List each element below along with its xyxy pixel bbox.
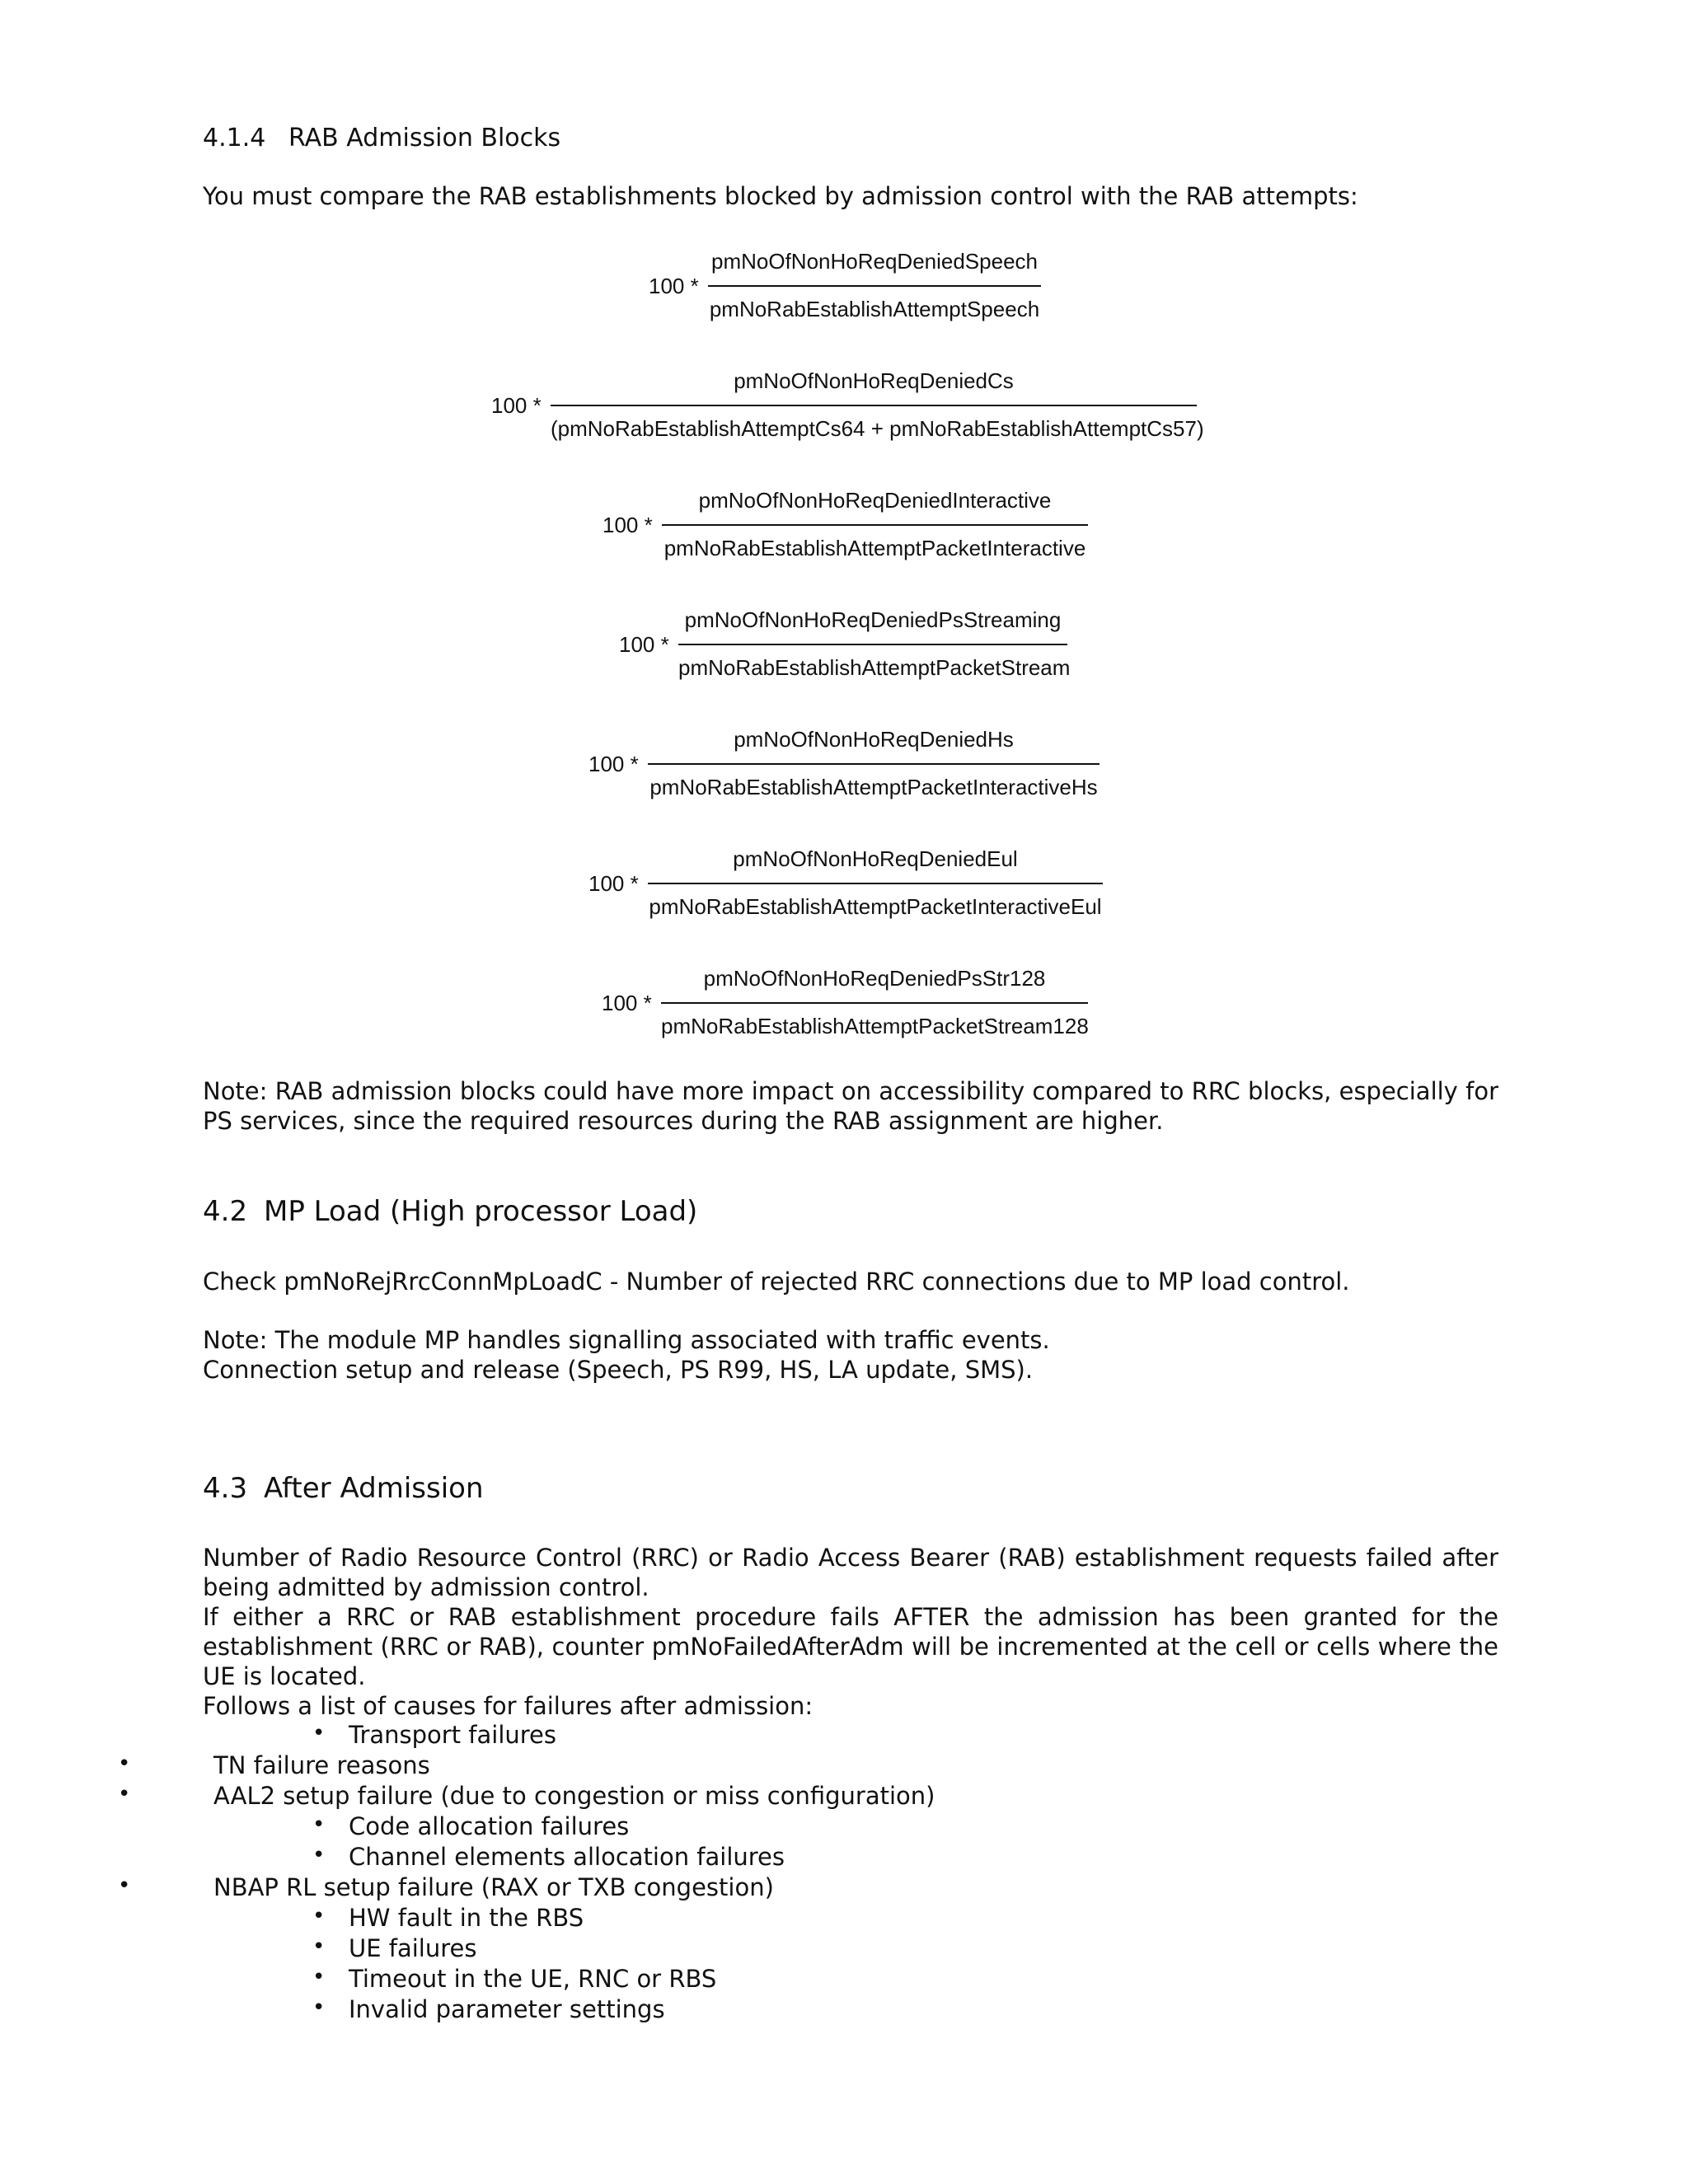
section-number: 4.2 — [203, 1195, 248, 1228]
denominator: pmNoRabEstablishAttemptPacketStream — [678, 655, 1071, 680]
list-item-text: Invalid parameter settings — [349, 1995, 665, 2023]
section-number: 4.1.4 — [203, 124, 266, 152]
list-item — [312, 1843, 785, 1871]
numerator: pmNoOfNonHoReqDeniedHs — [734, 727, 1014, 752]
fraction-bar — [648, 883, 1103, 884]
numerator: pmNoOfNonHoReqDeniedInteractive — [698, 488, 1052, 513]
list-item-text: AAL2 setup failure (due to congestion or miss configuration) — [213, 1782, 935, 1810]
fraction-bar — [648, 763, 1100, 765]
bullet-icon: • — [312, 1934, 326, 1959]
formula-lead: 100 * — [588, 871, 639, 896]
list-item — [312, 1812, 630, 1840]
list-item-text: UE failures — [349, 1934, 477, 1962]
numerator: pmNoOfNonHoReqDeniedSpeech — [710, 249, 1038, 274]
bullet-icon: • — [118, 1751, 131, 1776]
denominator: (pmNoRabEstablishAttemptCs64 + pmNoRabEstablishAttemptCs57) — [551, 416, 1204, 441]
formula-lead: 100 * — [602, 991, 652, 1015]
note-mp-line2: Connection setup and release (Speech, PS R99, HS, LA update, SMS). — [203, 1356, 1034, 1384]
bullet-icon: • — [312, 1812, 326, 1837]
fraction-bar — [708, 285, 1041, 287]
denominator: pmNoRabEstablishAttemptPacketStream128 — [661, 1014, 1089, 1038]
formula-cs — [491, 368, 1204, 443]
formula-hs — [588, 727, 1100, 801]
fraction-bar — [661, 1002, 1088, 1004]
formula-eul — [588, 846, 1103, 921]
numerator: pmNoOfNonHoReqDeniedEul — [733, 846, 1018, 871]
list-item — [312, 1965, 717, 1993]
note-mp-line1: Note: The module MP handles signalling associated with traffic events. — [203, 1326, 1050, 1354]
denominator: pmNoRabEstablishAttemptPacketInteractiveEul — [649, 894, 1102, 919]
formula-interactive — [603, 488, 1088, 562]
bullet-icon: • — [312, 1995, 326, 2020]
denominator: pmNoRabEstablishAttemptSpeech — [709, 297, 1040, 321]
denominator: pmNoRabEstablishAttemptPacketInteractive — [663, 536, 1086, 560]
list-item-text: TN failure reasons — [213, 1751, 430, 1779]
list-item — [118, 1751, 430, 1779]
section-heading-4-1-4 — [203, 124, 560, 152]
section-heading-4-2 — [203, 1195, 697, 1228]
fraction-bar — [662, 524, 1088, 526]
list-item — [312, 1904, 584, 1932]
section-title: RAB Admission Blocks — [288, 124, 561, 152]
denominator: pmNoRabEstablishAttemptPacketInteractiveHs — [649, 775, 1098, 799]
section-title: MP Load (High processor Load) — [264, 1195, 698, 1228]
list-item-text: Timeout in the UE, RNC or RBS — [349, 1965, 717, 1993]
bullet-icon: • — [118, 1873, 131, 1898]
formula-speech — [649, 249, 1041, 323]
causes-intro: Follows a list of causes for failures after admission: — [203, 1692, 814, 1720]
list-item-text: Transport failures — [349, 1721, 557, 1749]
bullet-icon: • — [312, 1721, 326, 1746]
section-heading-4-3 — [203, 1472, 484, 1505]
after-admission-paragraph-2: If either a RRC or RAB establishment procedure fails AFTER the admission has been granted for the establishment (RRC or RAB), counter pmNoFailedAfterAdm will be incremented at the cell or cells where the UE is located. — [203, 1603, 1498, 1690]
section-number: 4.3 — [203, 1472, 248, 1505]
formula-lead: 100 * — [603, 513, 653, 537]
numerator: pmNoOfNonHoReqDeniedPsStr128 — [703, 966, 1046, 991]
intro-paragraph: You must compare the RAB establishments blocked by admission control with the RAB attempts: — [203, 182, 1358, 210]
check-paragraph: Check pmNoRejRrcConnMpLoadC - Number of rejected RRC connections due to MP load control. — [203, 1268, 1350, 1296]
list-item-text: Code allocation failures — [349, 1812, 630, 1840]
list-item — [312, 1995, 665, 2023]
list-item-text: NBAP RL setup failure (RAX or TXB congestion) — [213, 1873, 774, 1901]
formula-lead: 100 * — [619, 632, 669, 657]
list-item — [118, 1782, 935, 1810]
list-item-text: Channel elements allocation failures — [349, 1843, 785, 1871]
formula-ps-str128 — [602, 966, 1088, 1040]
fraction-bar — [678, 644, 1067, 645]
note-rab-blocks: Note: RAB admission blocks could have more impact on accessibility compared to RRC blocks, especially for PS services, since the required resources during the RAB assignment are higher. — [203, 1077, 1498, 1135]
list-item — [312, 1721, 557, 1749]
list-item-text: HW fault in the RBS — [349, 1904, 584, 1932]
formula-lead: 100 * — [649, 274, 699, 298]
formula-lead: 100 * — [491, 393, 542, 418]
formula-lead: 100 * — [588, 752, 639, 776]
list-item — [118, 1873, 774, 1901]
formula-ps-streaming — [619, 607, 1071, 682]
bullet-icon: • — [312, 1904, 326, 1929]
fraction-bar — [551, 405, 1197, 406]
numerator: pmNoOfNonHoReqDeniedCs — [734, 368, 1014, 393]
after-admission-paragraph-1: Number of Radio Resource Control (RRC) or Radio Access Bearer (RAB) establishment requests failed after being admitted by admission control. — [203, 1544, 1498, 1601]
bullet-icon: • — [312, 1843, 326, 1868]
numerator: pmNoOfNonHoReqDeniedPsStreaming — [684, 607, 1062, 632]
bullet-icon: • — [312, 1965, 326, 1990]
list-item — [312, 1934, 477, 1962]
bullet-icon: • — [118, 1782, 131, 1807]
section-title: After Admission — [264, 1472, 484, 1505]
